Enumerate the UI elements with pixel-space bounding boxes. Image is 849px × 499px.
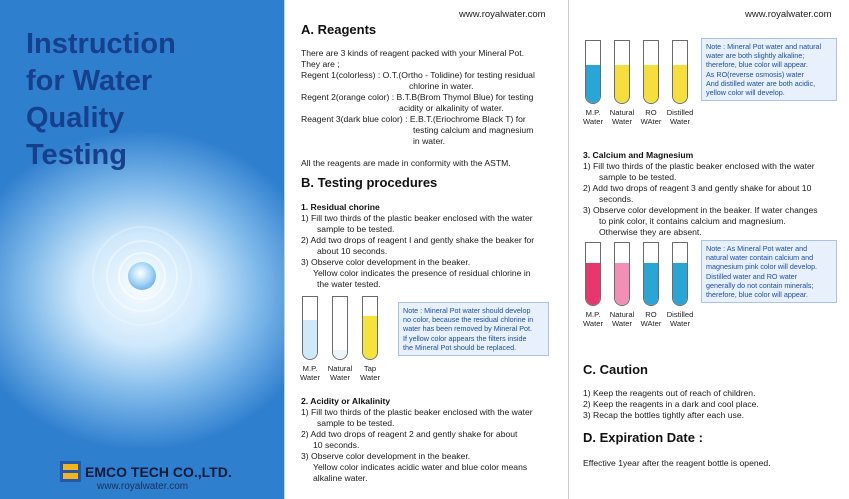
step-line: sample to be tested. xyxy=(599,172,677,182)
cover-panel xyxy=(0,0,284,499)
reagent-item: chlorine in water. xyxy=(409,81,474,91)
step-line: 2) Add two drops of reagent 3 and gently shake for about 10 xyxy=(583,183,812,193)
tube-liquid xyxy=(586,263,600,305)
step-line: sample to be tested. xyxy=(317,224,395,234)
step-line: about 10 seconds. xyxy=(317,246,388,256)
tube-liquid xyxy=(615,65,629,103)
cover-title-line: Testing xyxy=(26,139,127,171)
note-line: therefore, blue color will appear. xyxy=(706,290,808,300)
reagents-intro: There are 3 kinds of reagent packed with your Mineral Pot. xyxy=(301,48,525,58)
company-logo xyxy=(60,461,232,482)
reagents-body xyxy=(301,48,563,169)
tube-liquid xyxy=(673,65,687,103)
note-line: magnesium pink color will develop. xyxy=(706,262,818,272)
step-line: 3) Observe color development in the beaker. If water changes xyxy=(583,205,818,215)
tube-liquid xyxy=(303,320,317,359)
step-line: 2) Add two drops of reagent I and gently shake the beaker for xyxy=(301,235,535,245)
test-tube xyxy=(585,40,601,104)
note-line: natural water contain calcium and xyxy=(706,253,814,263)
step-line: Yellow color indicates the presence of residual chlorine in xyxy=(313,268,531,278)
tube-liquid xyxy=(644,263,658,305)
test-tube xyxy=(672,242,688,306)
tube-liquid xyxy=(363,316,377,359)
reagent-item: acidity or alkalinity of water. xyxy=(399,103,504,113)
caution-item: 2) Keep the reagents in a dark and cool place. xyxy=(583,399,759,409)
note-line: therefore, blue color will appear. xyxy=(706,60,808,70)
tube-label: M.P. Water xyxy=(300,364,320,382)
tube-label: Distilled Water xyxy=(666,310,694,328)
cover-url[interactable]: www.royalwater.com xyxy=(97,481,189,492)
step-line: Yellow color indicates acidic water and blue color means xyxy=(313,462,528,472)
chlorine-note xyxy=(398,302,549,356)
note-line: water are both slightly alkaline; xyxy=(706,51,805,61)
tube-liquid xyxy=(673,263,687,305)
tube-liquid xyxy=(644,65,658,103)
astm-note: All the reagents are made in conformity with the ASTM. xyxy=(301,158,511,168)
step-line: 1) Fill two thirds of the plastic beaker enclosed with the water xyxy=(583,161,815,171)
reagents-heading: A. Reagents xyxy=(301,22,377,37)
note-line: Distilled water and RO water xyxy=(706,271,798,281)
reagent-item: Regent 1(colorless) : O.T.(Ortho - Tolidine) for testing residual xyxy=(301,70,535,80)
caution-item: 1) Keep the reagents out of reach of children. xyxy=(583,388,756,398)
note-line: Note : Mineral Pot water and natural xyxy=(706,42,822,51)
cover-title-line: for Water xyxy=(26,65,153,97)
caution-heading: C. Caution xyxy=(583,362,648,377)
calcium-note xyxy=(701,240,837,303)
step-line: to pink color, it contains calcium and magnesium. xyxy=(599,216,786,226)
reagent-item: Reagent 3(dark blue color) : E.B.T.(Eriochrome Black T) for xyxy=(301,114,526,124)
tube-label: M.P. Water xyxy=(583,310,603,328)
note-line: no color, because the residual chlorine in xyxy=(403,315,534,325)
tube-liquid xyxy=(615,263,629,305)
step-line: 1) Fill two thirds of the plastic beaker enclosed with the water xyxy=(301,213,533,223)
note-line: water has been removed by Mineral Pot. xyxy=(403,324,533,334)
test-tube xyxy=(585,242,601,306)
acidity-title: 2. Acidity or Alkalinity xyxy=(301,396,391,406)
chlorine-steps xyxy=(301,213,563,290)
step-line: 3) Observe color development in the beaker. xyxy=(301,257,471,267)
test-tube xyxy=(362,296,378,360)
tube-label: RO WAter xyxy=(640,108,662,126)
note-line: As RO(reverse osmosis) water xyxy=(706,69,804,79)
tube-liquid xyxy=(586,65,600,103)
test-tube xyxy=(643,242,659,306)
step-line: 3) Observe color development in the beaker. xyxy=(301,451,471,461)
test-tube xyxy=(302,296,318,360)
cover-title-line: Instruction xyxy=(26,28,176,60)
note-line: Note : Mineral Pot water should develop xyxy=(403,306,531,315)
procedures-heading: B. Testing procedures xyxy=(301,175,438,190)
step-line: 10 seconds. xyxy=(313,440,360,450)
expiration-heading: D. Expiration Date : xyxy=(583,430,703,445)
tube-label: Tap Water xyxy=(360,364,380,382)
header-url[interactable]: www.royalwater.com xyxy=(459,9,546,20)
tube-label: Distilled Water xyxy=(666,108,694,126)
header-url[interactable]: www.royalwater.com xyxy=(745,9,832,20)
calcium-steps xyxy=(583,161,845,238)
test-tube xyxy=(643,40,659,104)
caution-item: 3) Recap the bottles tightly after each use. xyxy=(583,410,744,420)
note-line: the Mineral Pot should be replaced. xyxy=(403,342,517,352)
test-tube xyxy=(672,40,688,104)
expiration-text: Effective 1year after the reagent bottle is opened. xyxy=(583,458,771,468)
tube-liquid xyxy=(333,350,347,359)
company-name: EMCO TECH CO.,LTD. xyxy=(85,463,232,480)
step-line: sample to be tested. xyxy=(317,418,395,428)
note-line: If yellow color appears the filters inside xyxy=(403,333,527,343)
chlorine-title: 1. Residual chorine xyxy=(301,202,380,212)
reagent-item: testing calcium and magnesium xyxy=(413,125,534,135)
step-line: 2) Add two drops of reagent 2 and gently shake for about xyxy=(301,429,518,439)
note-line: Note : As Mineral Pot water and xyxy=(706,244,808,253)
step-line: the water tested. xyxy=(317,279,381,289)
right-column xyxy=(568,0,849,499)
tube-label: RO WAter xyxy=(640,310,662,328)
step-line: Otherwise they are absent. xyxy=(599,227,702,237)
tube-label: Natural Water xyxy=(327,364,353,382)
step-line: seconds. xyxy=(599,194,634,204)
cover-title-line: Quality xyxy=(26,102,125,134)
step-line: 1) Fill two thirds of the plastic beaker enclosed with the water xyxy=(301,407,533,417)
reagent-item: Regent 2(orange color) : B.T.B(Brom Thymol Blue) for testing xyxy=(301,92,534,102)
test-tube xyxy=(614,40,630,104)
tube-label: M.P. Water xyxy=(583,108,603,126)
caution-list xyxy=(583,388,845,421)
acidity-steps xyxy=(301,407,563,484)
note-line: generally do not contain minerals; xyxy=(706,280,814,290)
tube-label: Natural Water xyxy=(609,310,635,328)
acidity-note xyxy=(701,38,837,101)
note-line: And distilled water are both acidic, xyxy=(706,78,816,88)
note-line: yellow color will develop. xyxy=(706,88,785,98)
test-tube xyxy=(332,296,348,360)
reagent-item: in water. xyxy=(413,136,446,146)
tube-label: Natural Water xyxy=(609,108,635,126)
calcium-title: 3. Calcium and Magnesium xyxy=(583,150,694,160)
test-tube xyxy=(614,242,630,306)
middle-column xyxy=(284,0,568,499)
cover-title xyxy=(26,26,266,174)
step-line: alkaline water. xyxy=(313,473,368,483)
emco-logo-icon xyxy=(60,461,81,482)
reagents-intro: They are ; xyxy=(301,59,340,69)
